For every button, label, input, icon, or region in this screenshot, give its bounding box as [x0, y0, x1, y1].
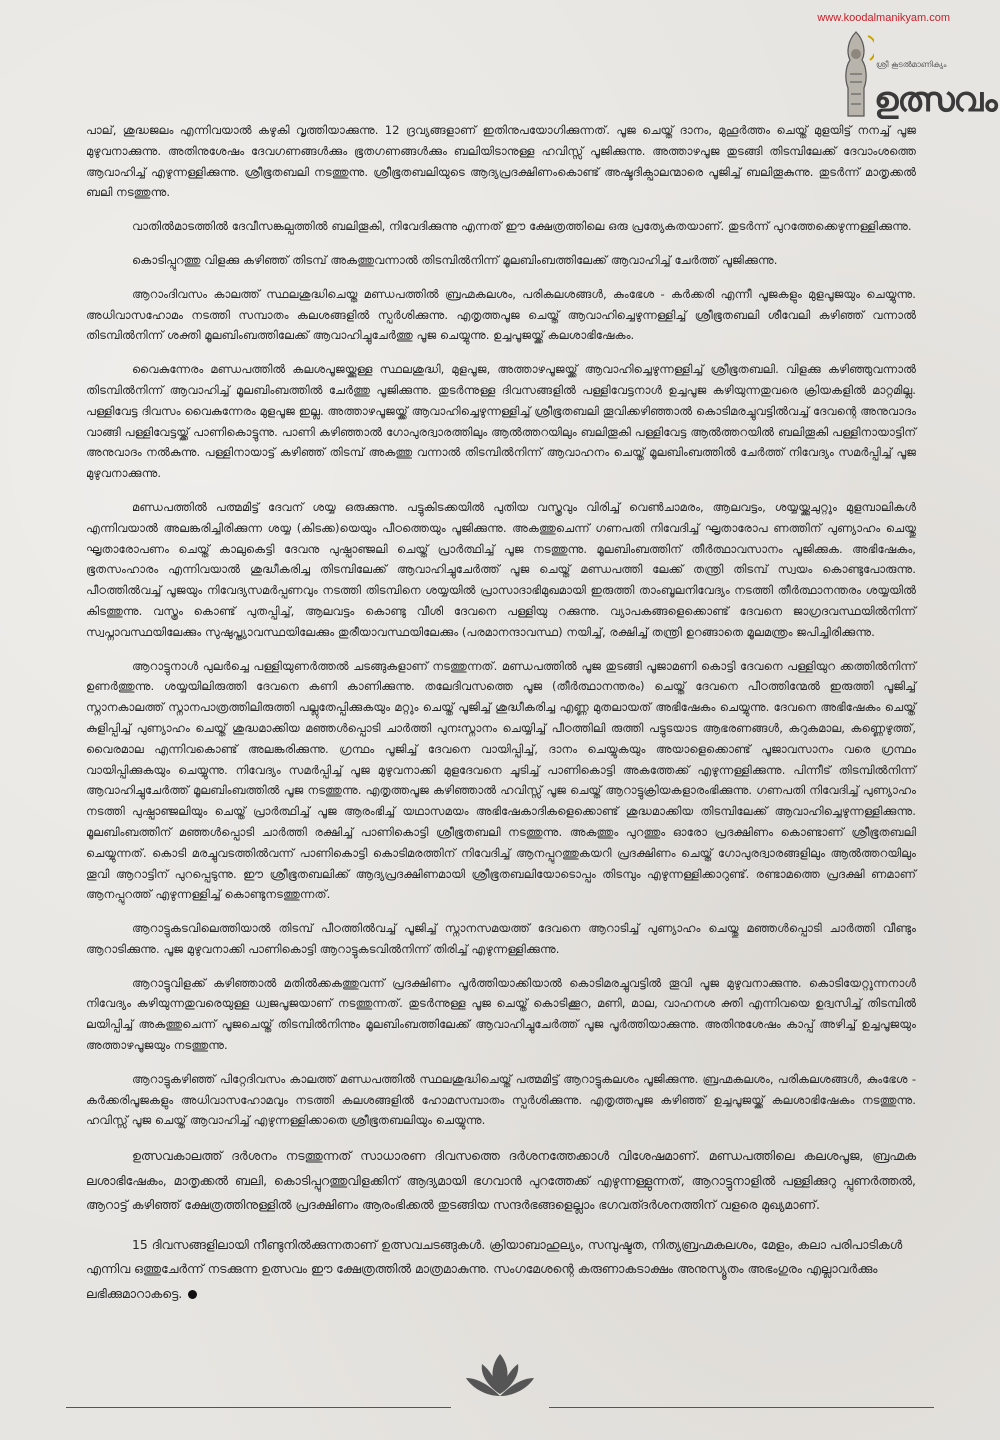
- footer-divider: [66, 1388, 934, 1438]
- utsavam-logo: [832, 22, 997, 132]
- paragraph-9: ആറാട്ടുവിളക്ക് കഴിഞ്ഞാൽ മതിൽക്കകത്തുവന്ന് പ്രദക്ഷിണം പൂർത്തിയാക്കിയാൽ കൊടിമരച്ചുവട്ടിൽ തൂവി പൂജ മുഴുവനാക്കുന്നു. കൊടിയേറ്റുന്നനാൾ നിവേദ്യം കഴിയുന്നതുവരെയുള്ള ധ്വജപൂജയാണ് നടത്തുന്നത്. തുടർന്നുള്ള പൂജ ചെയ്ത് കൊടിക്കൂറ, മണി, മാല, വാഹനശ ക്തി എന്നിവയെ ഉദ്വസിച്ച് തിടമ്പിൽ ലയിപ്പിച്ച് അകത്തുചെന്ന് പൂജചെയ്ത് തിടമ്പിൽനിന്നും മൂലബിംബത്തിലേക്ക് ആവാഹിച്ചുചേർത്ത് പൂജ പൂർത്തിയാക്കുന്നു. അതിനുശേഷം കാപ്പ് അഴിച്ച് ഉച്ചപൂജയും അത്താഴപൂജയും നടത്തുന്നു.: [86, 975, 916, 1053]
- paragraph-7: ആറാട്ടുനാൾ പുലർച്ചെ പള്ളിയുണർത്തൽ ചടങ്ങുകളാണ് നടത്തുന്നത്. മണ്ഡപത്തിൽ പൂജ തുടങ്ങി പൂജാമണി കൊട്ടി ദേവനെ പള്ളിയുറ ക്കത്തിൽനിന്ന് ഉണർത്തുന്നു. ശയ്യയിലിരുത്തി ദേവനെ കണി കാണിക്കുന്നു. തലേദിവസത്തെ പൂജ (തീർത്ഥാനന്തരം) ചെയ്ത് ദേവനെ പീഠത്തിന്മേൽ ഇരുത്തി പൂജിച്ച് സ്നാനകാലത്ത് സ്നാനപാത്രത്തിലിരുത്തി പല്ലുതേപ്പിക്കുകയും മറ്റും ചെയ്ത് പൂജിച്ച് ശുദ്ധീകരിച്ച എണ്ണ മുതലായത് അഭിഷേകം ചെയ്യുന്നു. ദേവനെ അഭിഷേകം ചെയ്ത് കുളിപ്പിച്ച് പുണ്യാഹം ചെയ്ത് ശുദ്ധമാക്കിയ മഞ്ഞൾപ്പൊടി ചാർത്തി പുനഃസ്നാനം ചെയ്യിച്ച് പീഠത്തിലി രുത്തി പട്ടുടയാട ആഭരണങ്ങൾ, കറുകമാല, കണ്ണെഴുത്ത്, വൈരമാല എന്നിവകൊണ്ട് അലങ്കരിക്കുന്നു. ഗ്രന്ഥം പൂജിച്ച് ദേവനെ വായിപ്പിച്ച്, ദാനം ചെയ്യുകയും അയാളെക്കൊണ്ട് പൂജാവസാനം വരെ ഗ്രന്ഥം വായിപ്പിക്കുകയും ചെയ്യുന്നു. നിവേദ്യം സമർപ്പിച്ച് പൂജ മുഴുവനാക്കി മുളദേവനെ ചൂടിച്ച് പാണികൊട്ടി അകത്തേക്ക് എഴുന്നള്ളിക്കുന്നു. പിന്നീട് തിടമ്പിൽനിന്ന് ആവാഹിച്ചുചേർത്ത് മൂലബിംബത്തിൽ പൂജ നടത്തുന്നു. എതൃത്തപൂജ കഴിഞ്ഞാൽ ഹവിസ്സ് പൂജ ചെയ്ത് ആറാട്ടുക്രിയകളാരംഭിക്കുന്നു. ഗണപതി നിവേദിച്ച് പുണ്യാഹം നടത്തി പുഷ്പാഞ്ജലിയും ചെയ്ത് പ്രാർത്ഥിച്ച് പൂജ ആരംഭിച്ച് യഥാസമയം അഭിഷേകാദികളെക്കൊണ്ട് ശുദ്ധമാക്കിയ തിടമ്പിലേക്ക് ആവാഹിച്ചെഴുന്നള്ളിക്കുന്നു. മൂലബിംബത്തിന് മഞ്ഞൾപ്പൊടി ചാർത്തി രക്ഷിച്ച് പാണികൊട്ടി ശ്രീഭൂതബലി നടത്തുന്നു. അകത്തും പുറത്തും ഓരോ പ്രദക്ഷിണം കൊണ്ടാണ് ശ്രീഭൂതബലി ചെയ്യുന്നത്. കൊടി മരച്ചുവടത്തിൽവന്ന് പാണികൊട്ടി കൊടിമരത്തിന് നിവേദിച്ച് ആനപ്പുറത്തുകയറി പ്രദക്ഷിണം ചെയ്ത് ഗോപുരദ്വാരങ്ങളിലും ആൽത്തറയിലും തൂവി ആറാട്ടിന് പുറപ്പെടുന്നു. ഈ ശ്രീഭൂതബലിക്ക് ആദ്യപ്രദക്ഷിണമായി ശ്രീഭൂതബലിയോടൊപ്പം തിടമ്പും എഴുന്നള്ളിക്കാറുണ്ട്. രണ്ടാമത്തെ പ്രദക്ഷി ണമാണ് ആനപ്പുറത്ത് എഴുന്നള്ളിച്ച് കൊണ്ടുനടത്തുന്നത്.: [86, 658, 916, 902]
- paragraph-1: പാല്, ശുദ്ധജലം എന്നിവയാൽ കഴുകി വൃത്തിയാക്കുന്നു. 12 ദ്രവ്യങ്ങളാണ് ഇതിനുപയോഗിക്കുന്നത്. പൂജ ചെയ്ത് ദാനം, മുഹൂർത്തം ചെയ്ത് മുളയിട്ട് നനച്ച് പൂജ മുഴുവനാക്കുന്നു. അതിനുശേഷം ദേവഗണങ്ങൾക്കും ഭൂതഗണങ്ങൾക്കും ബലിയിടാനുള്ള ഹവിസ്സ് പൂജിക്കുന്നു. അത്താഴപൂജ തുടങ്ങി തിടമ്പിലേക്ക് ദേവാംശത്തെ ആവാഹിച്ച് എഴുന്നള്ളിക്കുന്നു. ശ്രീഭൂതബലി നടത്തുന്നു. ശ്രീഭൂതബലിയുടെ ആദ്യപ്രദക്ഷിണംകൊണ്ട് അഷ്ടദിക്പാലന്മാരെ പൂജിച്ച് ബലിതൂകുന്നു. തുടർന്ന് മാതൃക്കൽ ബലി നടത്തുന്നു.: [86, 123, 916, 200]
- article-body: [86, 120, 916, 1321]
- paragraph-12: [86, 1233, 916, 1307]
- divider-line-right: [549, 1407, 934, 1408]
- paragraph-12-text: 15 ദിവസങ്ങളിലായി നീണ്ടുനിൽക്കുന്നതാണ് ഉത്സവചടങ്ങുകൾ. ക്രിയാബാഹുല്യം, സമ്പുഷ്ടത, നിത്യബ്രഹ്മകലശം, മേളം, കലാ പരിപാടികൾ എന്നിവ ഒത്തുചേർന്ന് നടക്കുന്ന ഉത്സവം ഈ ക്ഷേത്രത്തിൽ മാത്രമാകുന്നു. സംഗമേശന്റെ കരുണാകടാക്ഷം അനുസ്യൂതം അഭംഗുരം എല്ലാവർക്കും ലഭിക്കുമാറാകട്ടെ.: [86, 1236, 903, 1301]
- logo-word: ഉത്സവം: [874, 80, 997, 120]
- end-bullet-icon: [188, 1290, 197, 1299]
- temple-deity-emblem-icon: [838, 30, 874, 120]
- paragraph-6: മണ്ഡപത്തിൽ പത്മമിട്ട് ദേവന് ശയ്യ ഒരുക്കുന്നു. പട്ടുകിടക്കയിൽ പുതിയ വസ്ത്രവും വിരിച്ച് വെൺചാമരം, ആലവട്ടം, ശയ്യയ്ക്കുചുറ്റും മുളമ്പാലികൾ എന്നിവയാൽ അലങ്കരിച്ചിരിക്കുന്ന ശയ്യ (കിടക്ക)യെയും പീഠത്തെയും പൂജിക്കുന്നു. അകത്തുചെന്ന് ഗണപതി നിവേദിച്ച് ഘൃതാരോപ ണത്തിന് പുണ്യാഹം ചെയ്തു ഘൃതാരോപണം ചെയ്ത് കാലുകെട്ടി ദേവനു പുഷ്പാഞ്ജലി ചെയ്ത് പ്രാർത്ഥിച്ച് പൂജ നടത്തുന്നു. മൂലബിംബത്തിന് തീർത്ഥാവസാനം പൂജിക്കുക. അഭിഷേകം, ഭൂതസംഹാരം എന്നിവയാൽ ശുദ്ധീകരിച്ച തിടമ്പിലേക്ക് ആവാഹിച്ചുചേർത്ത് പൂജ ചെയ്ത് മണ്ഡപത്തി ലേക്ക് തന്ത്രി തിടമ്പ് സ്വയം കൊണ്ടുപോരുന്നു. പീഠത്തിൽവച്ച് പൂജയും നിവേദ്യസമർപ്പണവും നടത്തി തിടമ്പിനെ ശയ്യയിൽ പ്രാസാദാഭിമുഖമായി ഇരുത്തി താംബൂലനിവേദ്യം നടത്തി തീർത്ഥാനന്തരം ശയ്യയിൽ കിടത്തുന്നു. വസ്ത്രം കൊണ്ട് പുതപ്പിച്ച്, ആലവട്ടം കൊണ്ടു വീശി ദേവനെ പള്ളിയു റക്കുന്നു. വ്യാപകങ്ങളെക്കൊണ്ട് ദേവനെ ജാഗ്രദവസ്ഥയിൽനിന്ന് സ്വപ്നാവസ്ഥയിലേക്കും സുഷുപ്ത്യാവസ്ഥയിലേക്കും തുരീയാവസ്ഥയിലേക്കും (പരമാനന്ദാവസ്ഥ) നയിച്ച്, രക്ഷിച്ച് തന്ത്രി ഉറങ്ങാതെ മൂലമന്ത്രം ജപിച്ചിരിക്കുന്നു.: [86, 499, 916, 639]
- lotus-icon: [460, 1348, 540, 1404]
- paragraph-3: കൊടിപ്പുറത്തു വിളക്കു കഴിഞ്ഞ് തിടമ്പ് അകത്തുവന്നാൽ തിടമ്പിൽനിന്ന് മൂലബിംബത്തിലേക്ക് ആവാഹിച്ച് ചേർത്ത് പൂജിക്കുന്നു.: [132, 252, 778, 267]
- paragraph-10: ആറാട്ടുകഴിഞ്ഞ് പിറ്റേദിവസം കാലത്ത് മണ്ഡപത്തിൽ സ്ഥലശുദ്ധിചെയ്ത് പത്മമിട്ട് ആറാട്ടുകലശം പൂജിക്കുന്നു. ബ്രഹ്മകലശം, പരികലശങ്ങൾ, കുംഭേശ - കർക്കരിപൂജകളും അധിവാസഹോമവും നടത്തി കലശങ്ങളിൽ ഹോമസമ്പാതം സ്പർശിക്കുന്നു. എതൃത്തപൂജ കഴിഞ്ഞ് ഉച്ചപൂജയ്ക്ക് കലശാഭിഷേകം നടത്തുന്നു. ഹവിസ്സ് പൂജ ചെയ്ത് ആവാഹിച്ച് എഴുന്നള്ളിക്കാതെ ശ്രീഭൂതബലിയും ചെയ്യുന്നു.: [86, 1071, 916, 1128]
- paragraph-11: ഉത്സവകാലത്ത് ദർശനം നടത്തുന്നത് സാധാരണ ദിവസത്തെ ദർശനത്തേക്കാൾ വിശേഷമാണ്. മണ്ഡപത്തിലെ കലശപൂജ, ബ്രഹ്മക ലശാഭിഷേകം, മാതൃക്കൽ ബലി, കൊടിപ്പുറത്തുവിളക്കിന് ആദ്യമായി ഭഗവാൻ പുറത്തേക്ക് എഴുന്നള്ളുന്നത്, ആറാട്ടുനാളിൽ പള്ളിക്കുറു പ്പുണർത്തൽ, ആറാട്ട് കഴിഞ്ഞ് ക്ഷേത്രത്തിനുള്ളിൽ പ്രദക്ഷിണം ആരംഭിക്കൽ തുടങ്ങിയ സന്ദർഭങ്ങളെല്ലാം ഭഗവത്ദർശനത്തിന് വളരെ മുഖ്യമാണ്.: [86, 1148, 916, 1213]
- logo-caption: ശ്രീ കൂടൽമാണിക്യം: [876, 60, 947, 69]
- site-url[interactable]: www.koodalmanikyam.com: [817, 12, 950, 24]
- paragraph-8: ആറാട്ടുകടവിലെത്തിയാൽ തിടമ്പ് പീഠത്തിൽവച്ച് പൂജിച്ച് സ്നാനസമയത്ത് ദേവനെ ആറാടിച്ച് പുണ്യാഹം ചെയ്തു മഞ്ഞൾപ്പൊടി ചാർത്തി വീണ്ടും ആറാടിക്കുന്നു. പൂജ മുഴുവനാക്കി പാണികൊട്ടി ആറാട്ടുകടവിൽനിന്ന് തിരിച്ച് എഴുന്നള്ളിക്കുന്നു.: [86, 921, 916, 956]
- paragraph-4: ആറാംദിവസം കാലത്ത് സ്ഥലശുദ്ധിചെയ്ത മണ്ഡപത്തിൽ ബ്രഹ്മകലശം, പരികലശങ്ങൾ, കുംഭേശ - കർക്കരി എന്നീ പൂജകളും മുളപൂജയും ചെയ്യുന്നു. അധിവാസഹോമം നടത്തി സമ്പാതം കലശങ്ങളിൽ സ്പർശിക്കുന്നു. എതൃത്തപൂജ ചെയ്ത് ആവാഹിച്ചെഴുന്നള്ളിച്ച് ശ്രീഭൂതബലി ശീവേലി കഴിഞ്ഞ് വന്നാൽ തിടമ്പിൽനിന്ന് ശക്തി മൂലബിംബത്തിലേക്ക് ആവാഹിച്ചുചേർത്തു പൂജ ചെയ്യുന്നു. ഉച്ചപൂജയ്ക്ക് കലശാഭിഷേകം.: [86, 286, 916, 343]
- paragraph-2: വാതിൽമാടത്തിൽ ദേവീസങ്കല്പത്തിൽ ബലിതൂകി, നിവേദിക്കുന്നു എന്നത് ഈ ക്ഷേത്രത്തിലെ ഒരു പ്രത്യേകതയാണ്. തുടർന്ന് പുറത്തേക്കെഴുന്നള്ളിക്കുന്നു.: [132, 219, 912, 234]
- paragraph-5: വൈകുന്നേരം മണ്ഡപത്തിൽ കലശപൂജയ്ക്കുള്ള സ്ഥലശുദ്ധി, മുളപൂജ, അത്താഴപൂജയ്ക്ക് ആവാഹിച്ചെഴുന്നള്ളിച്ച് ശ്രീഭൂതബലി. വിളക്കു കഴിഞ്ഞുവന്നാൽ തിടമ്പിൽനിന്ന് ആവാഹിച്ച് മൂലബിംബത്തിൽ ചേർത്തു പൂജിക്കുന്നു. തുടർന്നുള്ള ദിവസങ്ങളിൽ പള്ളിവേട്ടനാൾ ഉച്ചപൂജ കഴിയുന്നതുവരെ ക്രിയകളിൽ മാറ്റമില്ല. പള്ളിവേട്ട ദിവസം വൈകുന്നേരം മുളപൂജ ഇല്ല. അത്താഴപൂജയ്ക്ക് ആവാഹിച്ചെഴുന്നള്ളിച്ച് ശ്രീഭൂതബലി തൂവിക്കഴിഞ്ഞാൽ കൊടിമരച്ചുവട്ടിൽവച്ച് ദേവന്റെ അനുവാദം വാങ്ങി പള്ളിവേട്ടയ്ക്ക് പാണികൊട്ടുന്നു. പാണി കഴിഞ്ഞാൽ ഗോപുരദ്വാരത്തിലും ആൽത്തറയിലും ബലിതൂകി പള്ളിവേട്ട ആൽത്തറയിൽ ബലിതൂകി പള്ളിനായാട്ടിന് അനുവാദം നൽകുന്നു. പള്ളിനായാട്ട് കഴിഞ്ഞ് തിടമ്പ് അകത്തു വന്നാൽ തിടമ്പിൽനിന്ന് ആവാഹനം ചെയ്ത് മൂലബിംബത്തിൽ ചേർത്ത് നിവേദ്യം സമർപ്പിച്ച് പൂജ മുഴുവനാക്കുന്നു.: [86, 362, 916, 481]
- divider-line-left: [66, 1407, 451, 1408]
